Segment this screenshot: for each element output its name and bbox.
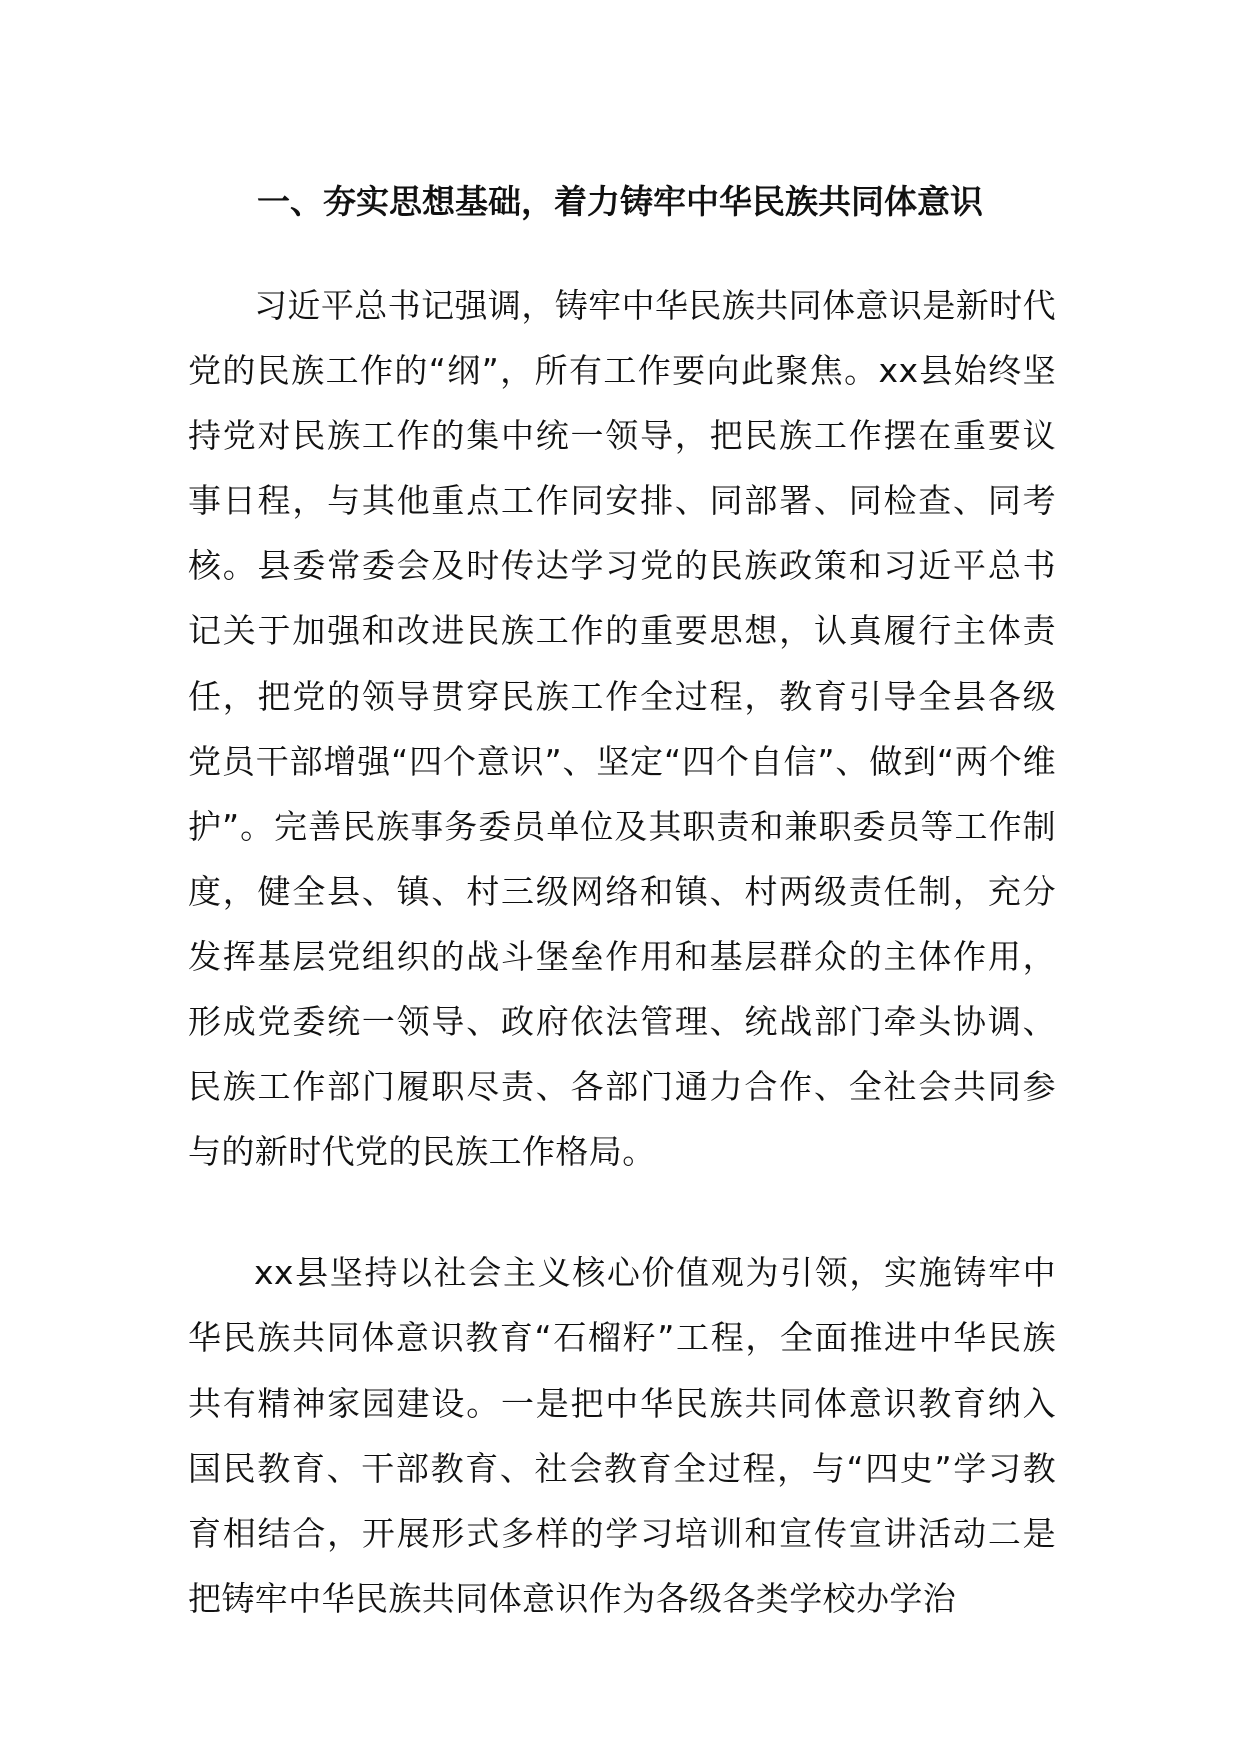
- body-paragraph-2: xx县坚持以社会主义核心价值观为引领，实施铸牢中华民族共同体意识教育“石榴籽”工程，全面推进中华民族共有精神家园建设。一是把中华民族共同体意识教育纳入国民教育、干部教育、社会教育全过程，与“四史”学习教育相结合，开展形式多样的学习培训和宣传宣讲活动二是把铸牢中华民族共同体意识作为各级各类学校办学治: [188, 1253, 1056, 1618]
- section-heading: 一、夯实思想基础，着力铸牢中华民族共同体意识: [257, 182, 983, 221]
- document-page: [188, 176, 1056, 1631]
- body-paragraph-1: 习近平总书记强调，铸牢中华民族共同体意识是新时代党的民族工作的“纲”，所有工作要向此聚焦。xx县始终坚持党对民族工作的集中统一领导，把民族工作摆在重要议事日程，与其他重点工作同安排、同部署、同检查、同考核。县委常委会及时传达学习党的民族政策和习近平总书记关于加强和改进民族工作的重要思想，认真履行主体责任，把党的领导贯穿民族工作全过程，教育引导全县各级党员干部增强“四个意识”、坚定“四个自信”、做到“两个维护”。完善民族事务委员单位及其职责和兼职委员等工作制度，健全县、镇、村三级网络和镇、村两级责任制，充分发挥基层党组织的战斗堡垒作用和基层群众的主体作用，形成党委统一领导、政府依法管理、统战部门牵头协调、民族工作部门履职尽责、各部门通力合作、全社会共同参与的新时代党的民族工作格局。: [188, 286, 1056, 1172]
